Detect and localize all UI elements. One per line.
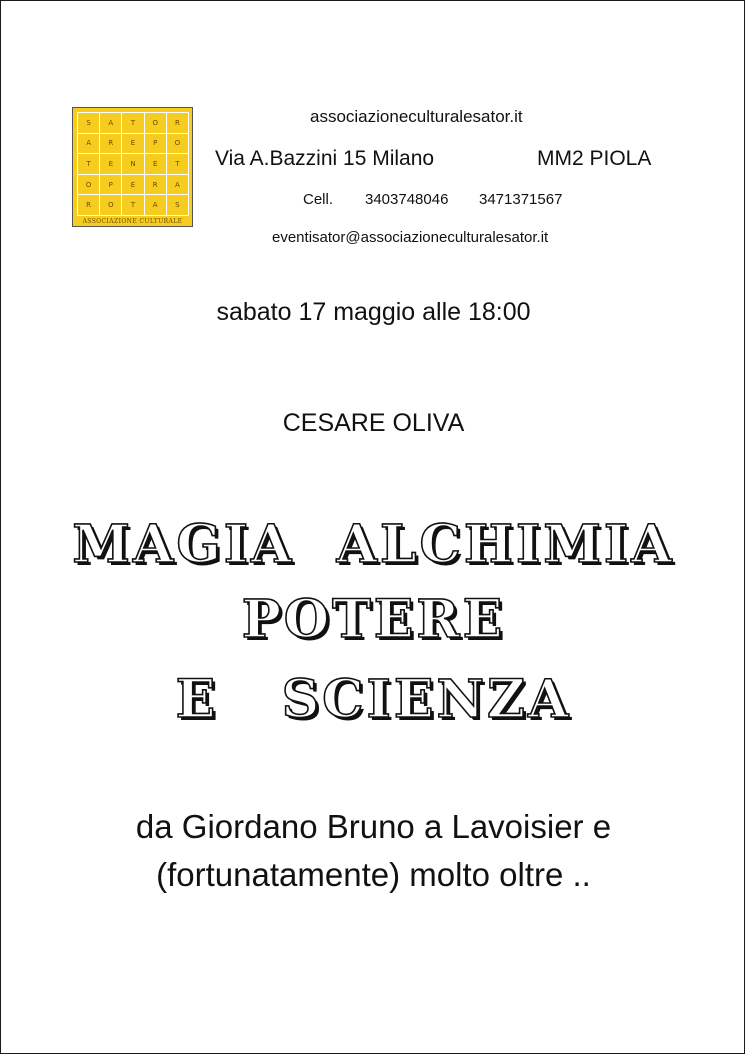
sator-letter: T [78, 154, 100, 175]
sator-letter: N [122, 154, 144, 175]
speaker-name: CESARE OLIVA [282, 409, 465, 437]
sator-letter: O [100, 195, 122, 216]
sator-letter: T [167, 154, 189, 175]
address-row [215, 147, 652, 171]
metro-station: MM2 PIOLA [537, 147, 652, 170]
sator-logo [72, 107, 193, 227]
sator-letter: R [100, 134, 122, 155]
sator-letter: P [100, 175, 122, 196]
event-title-line-2: POTERE [241, 589, 506, 650]
event-subtitle-line-1: da Giordano Bruno a Lavoisier e [135, 808, 612, 845]
sator-letter: A [167, 175, 189, 196]
phone-number-1[interactable]: 3403748046 [365, 191, 449, 208]
street-address: Via A.Bazzini 15 Milano [215, 147, 435, 170]
sator-letter: A [145, 195, 167, 216]
sator-letter: R [78, 195, 100, 216]
website-link[interactable]: associazioneculturalesator.it [310, 107, 523, 126]
sator-letter: O [167, 134, 189, 155]
phone-row [303, 191, 563, 208]
event-date: sabato 17 maggio alle 18:00 [216, 298, 531, 326]
logo-caption: ASSOCIAZIONE CULTURALE [82, 218, 183, 225]
sator-letter: E [100, 154, 122, 175]
event-title-line-3: E SCIENZA [175, 669, 572, 730]
sator-square [77, 112, 189, 216]
event-subtitle-line-2: (fortunatamente) molto oltre .. [156, 856, 591, 893]
sator-letter: E [122, 175, 144, 196]
sator-letter: R [167, 113, 189, 134]
sator-letter: A [100, 113, 122, 134]
sator-letter: E [145, 154, 167, 175]
sator-letter: R [145, 175, 167, 196]
sator-letter: E [122, 134, 144, 155]
sator-letter: S [78, 113, 100, 134]
event-title-line-1: MAGIA ALCHIMIA [72, 514, 675, 575]
sator-letter: O [78, 175, 100, 196]
sator-letter: O [145, 113, 167, 134]
phone-number-2[interactable]: 3471371567 [479, 191, 563, 208]
cell-label: Cell. [303, 191, 334, 208]
sator-letter: P [145, 134, 167, 155]
sator-letter: T [122, 195, 144, 216]
sator-letter: S [167, 195, 189, 216]
sator-letter: A [78, 134, 100, 155]
sator-letter: T [122, 113, 144, 134]
email-link[interactable]: eventisator@associazioneculturalesator.it [272, 229, 549, 246]
